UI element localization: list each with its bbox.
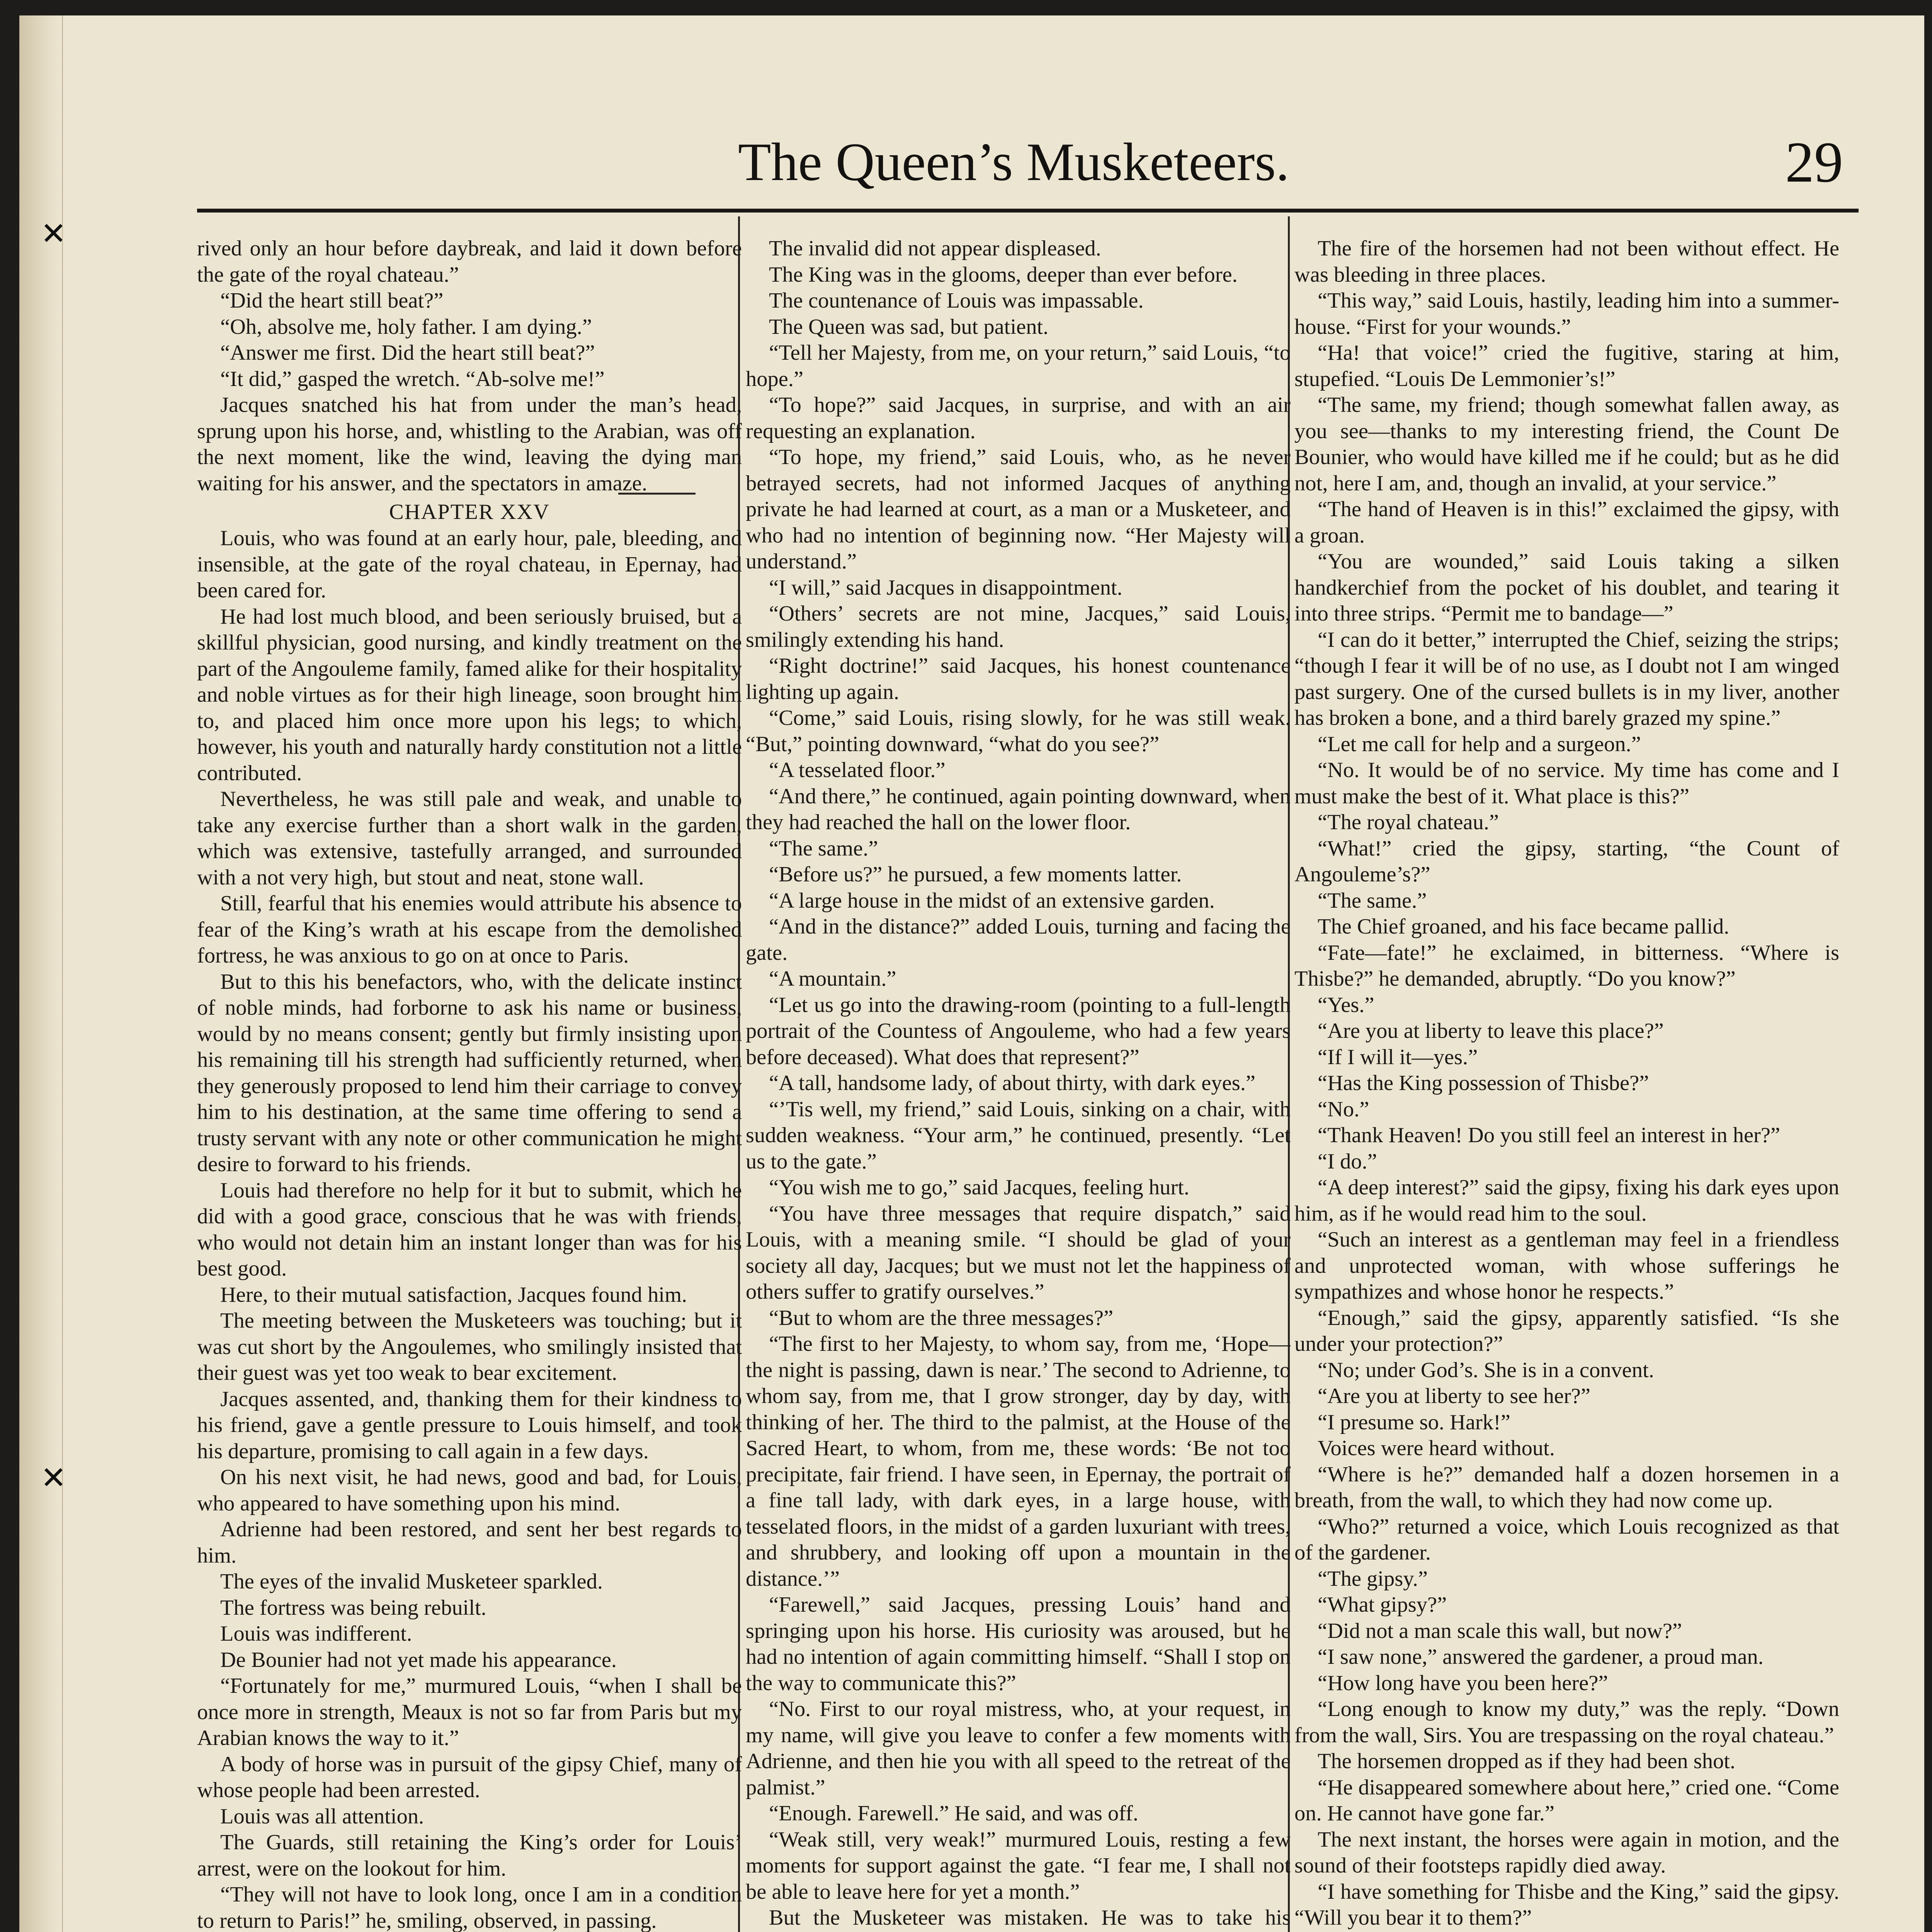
paragraph: “A mountain.” — [769, 967, 896, 991]
paragraph: Jacques snatched his hat from under the man’s head, sprung upon his horse, and, whistling to the Arabian, was off the next moment, like the wind, leaving the dying man waiting for his answer, and the spectators in amaze. — [197, 393, 742, 495]
paragraph: De Bounier had not yet made his appearance. — [220, 1648, 617, 1672]
paragraph: “Such an interest as a gentleman may feel in a friendless and unprotected woman, with whose sufferings he sympathizes and whose honor he respects.” — [1294, 1228, 1839, 1304]
header-rule — [197, 209, 1859, 213]
paragraph: Nevertheless, he was still pale and weak, and unable to take any exercise further than a short walk in the garden, which was extensive, tastefully arranged, and surrounded with a not very high, but stout and neat, stone wall. — [197, 787, 742, 889]
paragraph: “Fortunately for me,” murmured Louis, “when I shall be once more in strength, Meaux is not so far from Paris but my Arabian knows the way to it.” — [197, 1674, 742, 1750]
paragraph: “Enough. Farewell.” He said, and was off. — [769, 1801, 1139, 1825]
paragraph: “Before us?” he pursued, a few moments latter. — [769, 862, 1182, 886]
paragraph: “Fate—fate!” he exclaimed, in bitterness. “Where is Thisbe?” he demanded, abruptly. “Do you know?” — [1294, 940, 1839, 991]
paragraph: “No. First to our royal mistress, who, at your request, in my name, will give you leave to confer a few moments with Adrienne, and then hie you with all speed to the retreat of the palmist.” — [746, 1697, 1291, 1799]
paragraph: “Are you at liberty to see her?” — [1318, 1384, 1590, 1408]
running-head: The Queen’s Musketeers. — [738, 132, 1289, 192]
paragraph: “Tell her Majesty, from me, on your return,” said Louis, “to hope.” — [746, 341, 1291, 391]
paragraph: “Enough,” said the gipsy, apparently satisfied. “Is she under your protection?” — [1294, 1306, 1839, 1356]
paragraph: The fortress was being rebuilt. — [220, 1595, 486, 1620]
paragraph: “I do.” — [1318, 1149, 1377, 1173]
paragraph: “Oh, absolve me, holy father. I am dying.” — [220, 315, 592, 339]
paragraph: “Long enough to know my duty,” was the reply. “Down from the wall, Sirs. You are trespassing on the royal chateau.” — [1294, 1697, 1839, 1747]
paragraph: “Yes.” — [1318, 993, 1374, 1017]
text-column-3 — [1294, 236, 1839, 1932]
paragraph: “And there,” he continued, again pointing downward, when they had reached the hall on the lower floor. — [746, 784, 1291, 834]
page-header — [197, 131, 1859, 205]
paragraph: Adrienne had been restored, and sent her best regards to him. — [197, 1517, 742, 1568]
paragraph: “But to whom are the three messages?” — [769, 1306, 1114, 1330]
paragraph: rived only an hour before daybreak, and laid it down before the gate of the royal chateau.” — [197, 236, 742, 287]
paragraph: A body of horse was in pursuit of the gipsy Chief, many of whose people had been arrested. — [197, 1752, 742, 1802]
paragraph: “A deep interest?” said the gipsy, fixing his dark eyes upon him, as if he would read him to the soul. — [1294, 1175, 1839, 1226]
paragraph: On his next visit, he had news, good and bad, for Louis, who appeared to have something upon his mind. — [197, 1465, 742, 1515]
text-column-2 — [746, 236, 1291, 1932]
paragraph: Louis, who was found at an early hour, pale, bleeding, and insensible, at the gate of the royal chateau, in Epernay, had been cared for. — [197, 526, 742, 602]
paragraph: The fire of the horsemen had not been without effect. He was bleeding in three places. — [1294, 236, 1839, 287]
paragraph: “How long have you been here?” — [1318, 1671, 1608, 1695]
paragraph: “Come,” said Louis, rising slowly, for he was still weak. “But,” pointing downward, “what do you see?” — [746, 706, 1291, 756]
paragraph: “He disappeared somewhere about here,” cried one. “Come on. He cannot have gone far.” — [1294, 1775, 1839, 1825]
paragraph: “Has the King possession of Thisbe?” — [1318, 1071, 1649, 1095]
paragraph: “Weak still, very weak!” murmured Louis, resting a few moments for support against the gate. “I fear me, I shall not be able to leave here for yet a month.” — [746, 1827, 1291, 1904]
paragraph: Voices were heard without. — [1318, 1436, 1555, 1460]
paragraph: “The same.” — [1318, 888, 1427, 913]
paragraph: “The same.” — [769, 836, 878, 861]
paragraph: “I can do it better,” interrupted the Chief, seizing the strips; “though I fear it will be of no use, as I doubt not I am winged past surgery. One of the cursed bullets is in my liver, another has broken a bone, and a third barely grazed my spine.” — [1294, 628, 1839, 730]
paragraph: “You wish me to go,” said Jacques, feeling hurt. — [769, 1175, 1189, 1199]
paragraph: “Let us go into the drawing-room (pointing to a full-length portrait of the Countess of Angouleme, who had a few years before deceased). What does that represent?” — [746, 993, 1291, 1069]
paragraph: “Ha! that voice!” cried the fugitive, staring at him, stupefied. “Louis De Lemmonier’s!” — [1294, 341, 1839, 391]
paragraph: “’Tis well, my friend,” said Louis, sinking on a chair, with sudden weakness. “Your arm,” he continued, presently. “Let us to the gate.” — [746, 1097, 1291, 1173]
paragraph: “To hope, my friend,” said Louis, who, as he never betrayed secrets, had not informed Jacques of anything private he had learned at court, as a man or a Musketeer, and who had no intention of beginning now. “Her Majesty will understand.” — [746, 445, 1291, 573]
paragraph: Louis was all attention. — [220, 1804, 424, 1828]
text-column-1 — [197, 236, 742, 1932]
paragraph: “The same, my friend; though somewhat fallen away, as you see—thanks to my interesting friend, the Count De Bounier, who would have killed me if he could; but as he did not, here I am, and, though an invalid, at your service.” — [1294, 393, 1839, 495]
paragraph: “To hope?” said Jacques, in surprise, and with an air requesting an explanation. — [746, 393, 1291, 443]
paragraph: “Let me call for help and a surgeon.” — [1318, 732, 1641, 756]
paragraph: “No; under God’s. She is in a convent. — [1318, 1358, 1654, 1382]
paragraph: “You are wounded,” said Louis taking a silken handkerchief from the pocket of his doublet, and tearing it into three strips. “Permit me to bandage—” — [1294, 549, 1839, 626]
paragraph: “I will,” said Jacques in disappointment. — [769, 575, 1122, 600]
paragraph: The next instant, the horses were again in motion, and the sound of their footsteps rapidly died away. — [1294, 1827, 1839, 1878]
paragraph: The meeting between the Musketeers was touching; but it was cut short by the Angoulemes, who smilingly insisted that their guest was yet too weak to bear excitement. — [197, 1309, 742, 1385]
paragraph: The countenance of Louis was impassable. — [769, 289, 1144, 313]
paragraph: “Thank Heaven! Do you still feel an interest in her?” — [1318, 1123, 1781, 1147]
paragraph: But to this his benefactors, who, with the delicate instinct of noble minds, had forborne to ask his name or business, would by no means consent; gently but firmly insisting upon his remaining till his strength had sufficiently returned, when they generously proposed to lend him their carriage to convey him to his destination, at the same time offering to send a trusty servant with any note or other communication he might desire to forward to his friends. — [197, 969, 742, 1176]
paragraph: Here, to their mutual satisfaction, Jacques found him. — [220, 1282, 687, 1307]
chapter-heading: CHAPTER XXV — [389, 500, 550, 524]
paragraph: The invalid did not appear displeased. — [769, 236, 1101, 260]
paragraph: “Did the heart still beat?” — [220, 289, 444, 313]
paragraph: Louis had therefore no help for it but to submit, which he did with a good grace, conscious that he was with friends, who would not detain him an instant longer than was for his best good. — [197, 1178, 742, 1281]
paragraph: “You have three messages that require dispatch,” said Louis, with a meaning smile. “I should be glad of your society all day, Jacques; but we must not let the happiness of others suffer to gratify ourselves.” — [746, 1201, 1291, 1304]
paragraph: “If I will it—yes.” — [1318, 1045, 1478, 1069]
paragraph: “It did,” gasped the wretch. “Ab-solve me!” — [220, 367, 605, 391]
paragraph: “The gipsy.” — [1318, 1566, 1428, 1591]
paragraph: But the Musketeer was mistaken. He was to take his — [769, 1906, 1291, 1930]
paragraph: “And in the distance?” added Louis, turning and facing the gate. — [746, 915, 1291, 965]
paragraph: “No. It would be of no service. My time has come and I must make the best of it. What place is this?” — [1294, 758, 1839, 808]
paragraph: Still, fearful that his enemies would attribute his absence to fear of the King’s wrath at his escape from the demolished fortress, he was anxious to go on at once to Paris. — [197, 891, 742, 968]
paragraph: “I saw none,” answered the gardener, a proud man. — [1318, 1645, 1764, 1669]
binding-stitch: ✕ — [41, 1460, 67, 1496]
paragraph: “Who?” returned a voice, which Louis recognized as that of the gardener. — [1294, 1514, 1839, 1565]
paragraph: “Did not a man scale this wall, but now?” — [1318, 1619, 1682, 1643]
paragraph: Louis was indifferent. — [220, 1622, 412, 1646]
paragraph: The Chief groaned, and his face became pallid. — [1318, 915, 1730, 939]
paragraph: “The royal chateau.” — [1318, 810, 1499, 834]
paragraph: “Right doctrine!” said Jacques, his honest countenance lighting up again. — [746, 654, 1291, 704]
paragraph: “A tesselated floor.” — [769, 758, 946, 782]
paragraph: “Where is he?” demanded half a dozen horsemen in a breath, from the wall, to which they had now come up. — [1294, 1462, 1839, 1512]
paragraph: The Guards, still retaining the King’s order for Louis’ arrest, were on the lookout for him. — [197, 1830, 742, 1881]
paragraph: “A large house in the midst of an extensive garden. — [769, 888, 1215, 913]
paragraph: “Answer me first. Did the heart still beat?” — [220, 341, 595, 365]
paragraph: “I presume so. Hark!” — [1318, 1410, 1510, 1434]
paragraph: The eyes of the invalid Musketeer sparkled. — [220, 1570, 603, 1594]
paragraph: “No.” — [1318, 1097, 1369, 1121]
magazine-page — [19, 15, 1924, 1932]
paragraph: “A tall, handsome lady, of about thirty, with dark eyes.” — [769, 1071, 1255, 1095]
paragraph: The King was in the glooms, deeper than ever before. — [769, 262, 1238, 287]
binding-stitch: ✕ — [41, 216, 67, 252]
paragraph: “Others’ secrets are not mine, Jacques,” said Louis, smilingly extending his hand. — [746, 602, 1291, 652]
paragraph: “What!” cried the gipsy, starting, “the Count of Angouleme’s?” — [1294, 836, 1839, 886]
paragraph: He had lost much blood, and been seriously bruised, but a skillful physician, good nursing, and kindly treatment on the part of the Angouleme family, famed alike for their hospitality and noble virtues as for their high lineage, soon brought him to, and placed him once more upon his legs; to which, however, his youth and naturally hardy constitution not a little contributed. — [197, 604, 742, 785]
paragraph: “I have something for Thisbe and the King,” said the gipsy. “Will you bear it to them?” — [1294, 1879, 1839, 1930]
paragraph: “The first to her Majesty, to whom say, from me, ‘Hope—the night is passing, dawn is near.’ The second to Adrienne, to whom say, from me, that I grow stronger, day by day, with thinking of her. The third to the palmist, at the House of the Sacred Heart, to whom, from me, these words: ‘Be not too precipitate, fair friend. I have seen, in Epernay, the portrait of a fine tall lady, with dark eyes, in a large house, with tesselated floors, in the midst of a garden luxuriant with trees, and shrubbery, and looking off upon a mountain in the distance.’” — [746, 1332, 1291, 1591]
paragraph: “Are you at liberty to leave this place?” — [1318, 1019, 1664, 1043]
paragraph: “The hand of Heaven is in this!” exclaimed the gipsy, with a groan. — [1294, 497, 1839, 548]
paragraph: “This way,” said Louis, hastily, leading him into a summer-house. “First for your wounds.” — [1294, 289, 1839, 339]
paragraph: The Queen was sad, but patient. — [769, 315, 1049, 339]
paragraph: The horsemen dropped as if they had been shot. — [1318, 1749, 1736, 1773]
paragraph: “Farewell,” said Jacques, pressing Louis’ hand and springing upon his horse. His curiosity was aroused, but he had no intention of again committing himself. “Shall I stop on the way to communicate this?” — [746, 1593, 1291, 1695]
binding-gutter — [19, 15, 67, 1932]
paragraph: Jacques assented, and, thanking them for their kindness to his friend, gave a gentle pressure to Louis himself, and took his departure, promising to call again in a few days. — [197, 1387, 742, 1463]
paragraph: “What gipsy?” — [1318, 1593, 1447, 1617]
page-number: 29 — [1785, 130, 1843, 194]
paragraph: “They will not have to look long, once I am in a condition to return to Paris!” he, smiling, observed, in passing. — [197, 1883, 742, 1932]
